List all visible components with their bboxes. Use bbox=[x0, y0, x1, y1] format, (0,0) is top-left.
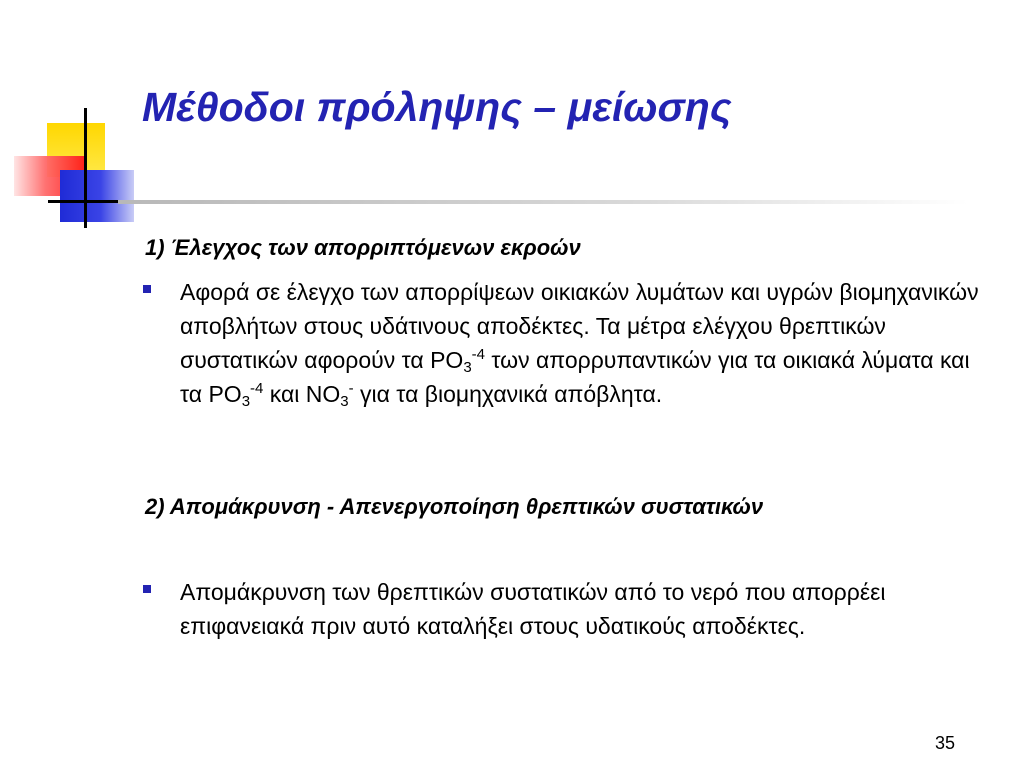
bullet-item-2 bbox=[143, 575, 1003, 643]
superscript-charge-c: - bbox=[348, 380, 354, 397]
blue-square-shape bbox=[60, 170, 134, 222]
square-bullet-icon bbox=[143, 585, 151, 593]
bullet-text-2: Απομάκρυνση των θρεπτικών συστατικών από το νερό που απορρέει επιφανειακά πριν αυτό καταλήξει στους υδατικούς αποδέκτες. bbox=[180, 579, 886, 639]
title-divider bbox=[118, 200, 968, 204]
superscript-charge-b: -4 bbox=[250, 380, 264, 397]
square-bullet-icon bbox=[143, 285, 151, 293]
vertical-line-shape bbox=[84, 108, 87, 228]
bullet-1-part-3: και NO bbox=[263, 381, 341, 407]
bullet-1-part-4: για τα βιομηχανικά απόβλητα. bbox=[353, 381, 663, 407]
section-heading-2: 2) Απομάκρυνση - Απενεργοποίηση θρεπτικών συστατικών bbox=[145, 494, 764, 519]
subscript-3-c: 3 bbox=[340, 393, 349, 410]
section-heading-1: 1) Έλεγχος των απορριπτόμενων εκροών bbox=[145, 235, 581, 260]
superscript-charge-a: -4 bbox=[471, 346, 485, 363]
subscript-3-a: 3 bbox=[463, 359, 472, 376]
slide-title: Μέθοδοι πρόληψης – μείωσης bbox=[142, 84, 732, 130]
bullet-1-part-2: των απορρυπαντικών για τα οικιακά λύματα και τα PO bbox=[180, 347, 970, 407]
page-number: 35 bbox=[935, 733, 956, 753]
bullet-text-1 bbox=[180, 275, 990, 411]
bullet-1-part-1: Αφορά σε έλεγχο των απορρίψεων οικιακών λυμάτων και υγρών βιομηχανικών αποβλήτων στους υδάτινους αποδέκτες. Τα μέτρα ελέγχου θρεπτικών συστατικών αφορούν τα PO bbox=[180, 279, 979, 373]
bullet-item-1 bbox=[143, 275, 1003, 411]
subscript-3-b: 3 bbox=[241, 393, 251, 410]
